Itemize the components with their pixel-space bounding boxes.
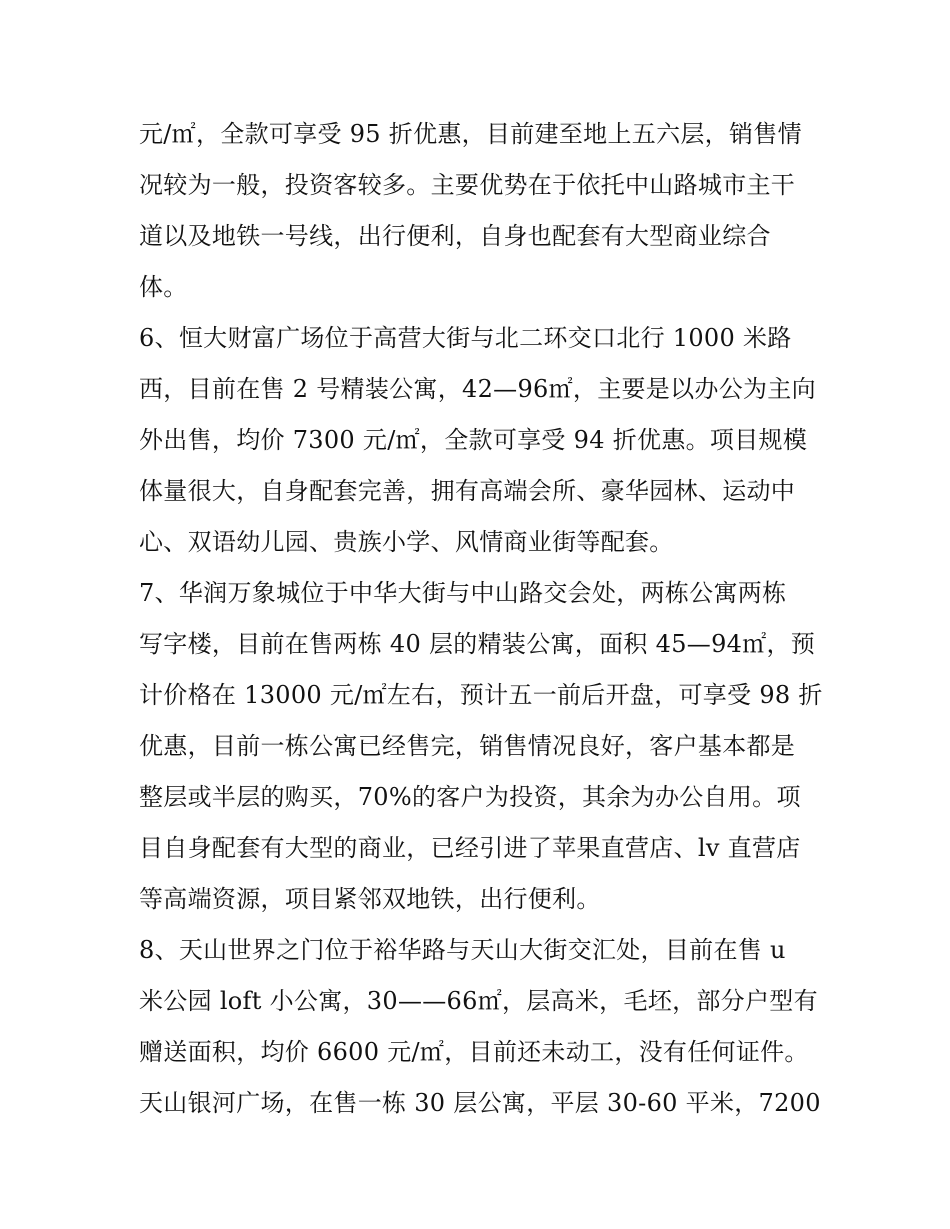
text-line: 天山银河广场，在售一栋 30 层公寓，平层 30-60 平米，7200 — [139, 1089, 821, 1117]
text-line: 况较为一般，投资客较多。主要优势在于依托中山路城市主干 — [139, 171, 796, 199]
text-line: 等高端资源，项目紧邻双地铁，出行便利。 — [139, 885, 601, 913]
body-text — [139, 109, 823, 1129]
text-line: 8、天山世界之门位于裕华路与天山大街交汇处，目前在售 u — [139, 936, 786, 964]
text-line: 6、恒大财富广场位于高营大街与北二环交口北行 1000 米路 — [139, 324, 792, 352]
text-line: 外出售，均价 7300 元/㎡，全款可享受 94 折优惠。项目规模 — [139, 426, 808, 454]
text-line: 计价格在 13000 元/㎡左右，预计五一前后开盘，可享受 98 折 — [139, 681, 823, 709]
text-line: 体。 — [139, 273, 188, 301]
text-line: 元/㎡，全款可享受 95 折优惠，目前建至地上五六层，销售情 — [139, 120, 802, 148]
text-line: 米公园 loft 小公寓，30——66㎡，层高米，毛坯，部分户型有 — [139, 987, 818, 1015]
text-line: 体量很大，自身配套完善，拥有高端会所、豪华园林、运动中 — [139, 477, 796, 505]
text-line: 写字楼，目前在售两栋 40 层的精装公寓，面积 45—94㎡，预 — [139, 630, 816, 658]
text-line: 西，目前在售 2 号精装公寓，42—96㎡，主要是以办公为主向 — [139, 375, 816, 403]
text-line: 赠送面积，均价 6600 元/㎡，目前还未动工，没有任何证件。 — [139, 1038, 809, 1066]
text-line: 7、华润万象城位于中华大街与中山路交会处，两栋公寓两栋 — [139, 579, 787, 607]
text-line: 优惠，目前一栋公寓已经售完，销售情况良好，客户基本都是 — [139, 732, 796, 760]
text-line: 心、双语幼儿园、贵族小学、风情商业街等配套。 — [139, 528, 674, 556]
text-line: 整层或半层的购买，70%的客户为投资，其余为办公自用。项 — [139, 783, 801, 811]
text-line: 目自身配套有大型的商业，已经引进了苹果直营店、lv 直营店 — [139, 834, 801, 862]
text-line: 道以及地铁一号线，出行便利，自身也配套有大型商业综合 — [139, 222, 771, 250]
